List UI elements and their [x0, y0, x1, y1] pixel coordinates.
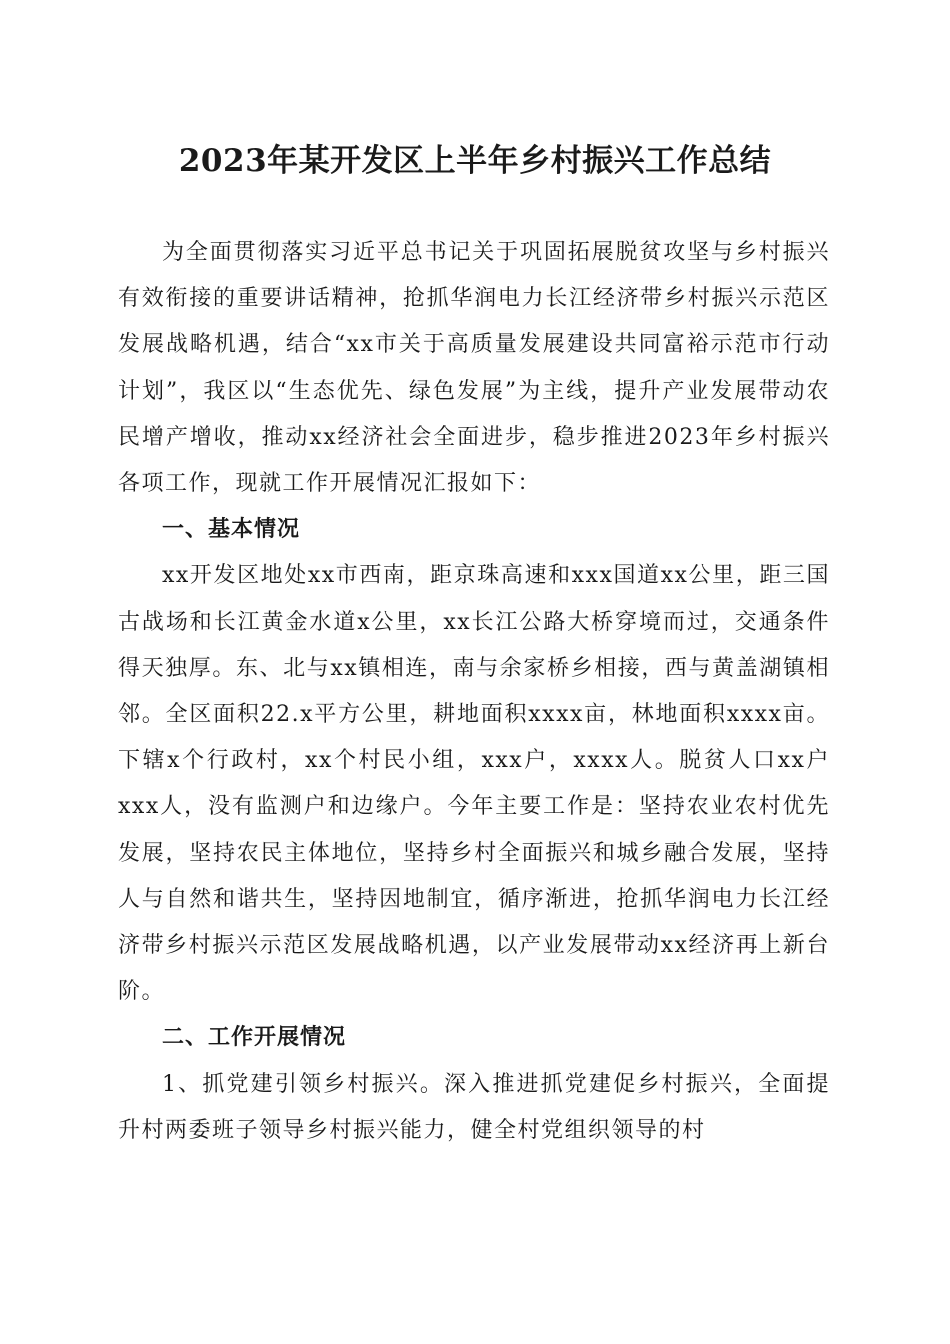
work-item-1-paragraph: 1、抓党建引领乡村振兴。深入推进抓党建促乡村振兴，全面提升村两委班子领导乡村振兴能力，健全村党组织领导的村 [118, 1071, 830, 1143]
document-title: 2023年某开发区上半年乡村振兴工作总结 [178, 143, 772, 179]
basic-situation-paragraph: xx开发区地处xx市西南，距京珠高速和xxx国道xx公里，距三国古战场和长江黄金水道x公里，xx长江公路大桥穿境而过，交通条件得天独厚。东、北与xx镇相连，南与余家桥乡相接，西与黄盖湖镇相邻。全区面积22.x平方公里，耕地面积xxxx亩，林地面积xxxx亩。下辖x个行政村，xx个村民小组，xxx户，xxxx人。脱贫人口xx户xxx人，没有监测户和边缘户。今年主要工作是：坚持农业农村优先发展，坚持农民主体地位，坚持乡村全面振兴和城乡融合发展，坚持人与自然和谐共生，坚持因地制宜，循序渐进，抢抓华润电力长江经济带乡村振兴示范区发展战略机遇，以产业发展带动xx经济再上新台阶。 [118, 563, 830, 1005]
section-heading-work-progress: 二、工作开展情况 [162, 1025, 347, 1051]
section-heading-basic-situation: 一、基本情况 [162, 517, 301, 543]
document-body [118, 230, 830, 1154]
intro-paragraph: 为全面贯彻落实习近平总书记关于巩固拓展脱贫攻坚与乡村振兴有效衔接的重要讲话精神，抢抓华润电力长江经济带乡村振兴示范区发展战略机遇，结合“xx市关于高质量发展建设共同富裕示范市行动计划”，我区以“生态优先、绿色发展”为主线，提升产业发展带动农民增产增收，推动xx经济社会全面进步，稳步推进2023年乡村振兴各项工作，现就工作开展情况汇报如下： [118, 240, 830, 497]
